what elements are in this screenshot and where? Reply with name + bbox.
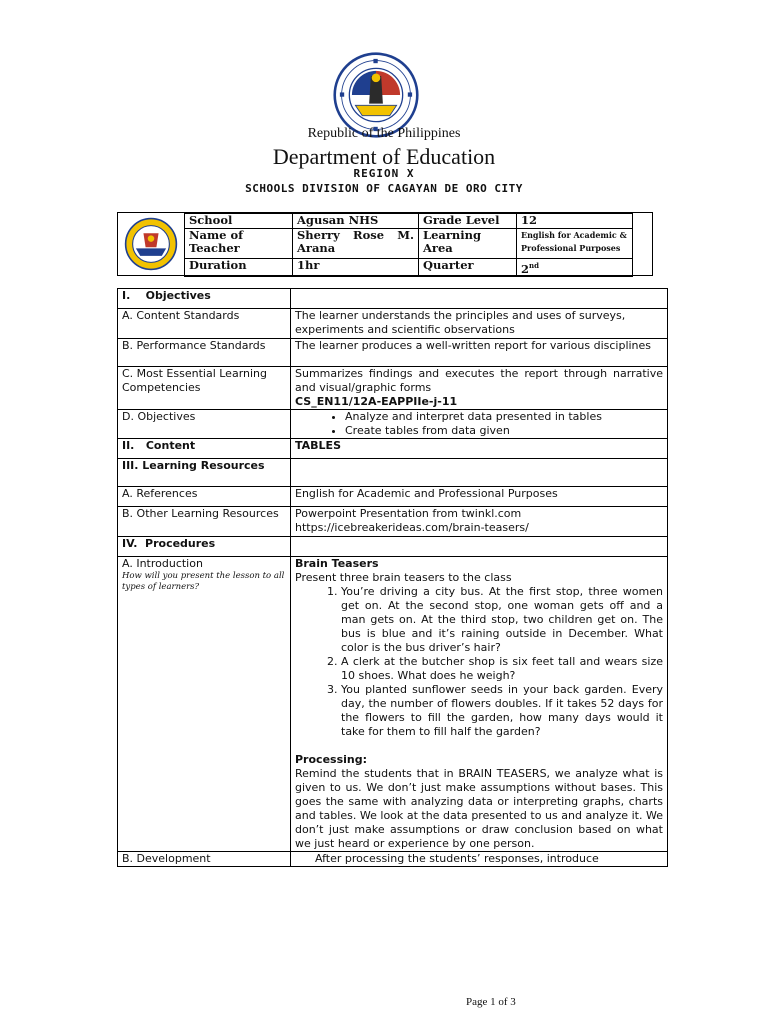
- processing-text: Remind the students that in BRAIN TEASERS, we analyze what is given to us. We don’t just make assumptions without bases. This goes the same with analyzing data or interpreting graphs, charts and tables. We look at the data presented to us and analyze it. We don’t just make assumptions or draw conclusion based on what we just heard or experience by one person.: [295, 767, 663, 850]
- objectives-heading: I. Objectives: [118, 289, 291, 309]
- competencies-cell: [291, 367, 668, 410]
- table-row: [118, 439, 668, 459]
- development-text: After processing the students’ responses, introduce: [291, 852, 668, 867]
- content-standards-value: The learner understands the principles and uses of surveys, experiments and scientific observations: [291, 309, 668, 339]
- performance-label: B. Performance Standards: [118, 339, 291, 367]
- brain-teasers-title: Brain Teasers: [295, 557, 379, 570]
- table-row: [118, 537, 668, 557]
- processing-title: Processing:: [295, 753, 367, 766]
- content-value: TABLES: [291, 439, 668, 459]
- region-heading: REGION X: [353, 167, 415, 180]
- resources-heading-blank: [291, 459, 668, 487]
- competencies-value: Summarizes findings and executes the report through narrative and visual/graphic forms: [295, 367, 663, 394]
- teacher-label: Name of Teacher: [185, 229, 293, 259]
- objectives-label: D. Objectives: [118, 410, 291, 439]
- republic-heading: Republic of the Philippines: [307, 126, 461, 141]
- objectives-cell: [291, 410, 668, 439]
- list-item: 3. You planted sunflower seeds in your back garden. Every day, the number of flowers doubles. If it takes 52 days for the flowers to fill the garden, how many days would it take for them to fill half the garden?: [341, 683, 663, 739]
- development-label: B. Development: [118, 852, 291, 867]
- performance-value: The learner produces a well-written report for various disciplines: [291, 339, 668, 367]
- table-row: [118, 459, 668, 487]
- teacher-value: Sherry Rose M. Arana: [293, 229, 419, 259]
- division-seal-icon: [124, 217, 178, 271]
- table-row: [118, 852, 668, 867]
- other-resources-line1: Powerpoint Presentation from twinkl.com: [295, 507, 522, 520]
- resources-heading: III. Learning Resources: [118, 459, 291, 487]
- content-standards-label: A. Content Standards: [118, 309, 291, 339]
- info-table: [117, 212, 653, 276]
- school-label: School: [185, 214, 293, 229]
- grade-value: 12: [517, 214, 633, 229]
- objectives-list: [295, 410, 663, 438]
- list-item: • Create tables from data given: [345, 424, 663, 438]
- duration-label: Duration: [185, 259, 293, 277]
- table-row: [118, 339, 668, 367]
- list-item: 2. A clerk at the butcher shop is six feet tall and wears size 10 shoes. What does he weigh?: [341, 655, 663, 683]
- division-heading: SCHOOLS DIVISION OF CAGAYAN DE ORO CITY: [245, 182, 523, 195]
- info-grid: [184, 213, 633, 277]
- list-item: 1. You’re driving a city bus. At the first stop, three women get on. At the second stop, one woman gets off and a man gets on. At the third stop, two children get on. The bus is blue and it’s raining outside in December. What color is the bus driver’s hair?: [341, 585, 663, 655]
- references-label: A. References: [118, 487, 291, 507]
- page-number: Page 1 of 3: [466, 996, 516, 1008]
- competencies-label: C. Most Essential Learning Competencies: [118, 367, 291, 410]
- references-value: English for Academic and Professional Purposes: [291, 487, 668, 507]
- introduction-content: [291, 557, 668, 852]
- grade-label: Grade Level: [419, 214, 517, 229]
- content-heading: II. Content: [118, 439, 291, 459]
- objectives-heading-blank: [291, 289, 668, 309]
- table-row: [118, 309, 668, 339]
- table-row: [118, 289, 668, 309]
- procedures-heading-blank: [291, 537, 668, 557]
- procedures-heading: IV. Procedures: [118, 537, 291, 557]
- brain-teasers-intro: Present three brain teasers to the class: [295, 571, 512, 584]
- lesson-plan-table: [117, 288, 668, 867]
- quarter-label: Quarter: [419, 259, 517, 277]
- introduction-cell: [118, 557, 291, 852]
- table-row: [118, 367, 668, 410]
- table-row: [118, 410, 668, 439]
- other-resources-cell: [291, 507, 668, 537]
- other-resources-label: B. Other Learning Resources: [118, 507, 291, 537]
- list-item: • Analyze and interpret data presented in tables: [345, 410, 663, 424]
- table-row: [118, 507, 668, 537]
- competencies-code: CS_EN11/12A-EAPPIIe-j-11: [295, 395, 458, 408]
- introduction-label: A. Introduction: [122, 557, 203, 570]
- quarter-suffix: nd: [529, 261, 539, 270]
- department-heading: Department of Education: [272, 144, 496, 169]
- quarter-value: [517, 259, 633, 277]
- introduction-note: How will you present the lesson to all types of learners?: [122, 571, 285, 592]
- table-row: [118, 487, 668, 507]
- duration-value: 1hr: [293, 259, 419, 277]
- quarter-number: 2: [521, 261, 530, 276]
- table-row: [118, 557, 668, 852]
- school-value: Agusan NHS: [293, 214, 419, 229]
- other-resources-line2: https://icebreakerideas.com/brain-teasers/: [295, 521, 529, 534]
- area-value: English for Academic & Professional Purposes: [517, 229, 633, 259]
- logo-cell: [118, 213, 185, 275]
- teasers-list: [295, 585, 663, 739]
- area-label: Learning Area: [419, 229, 517, 259]
